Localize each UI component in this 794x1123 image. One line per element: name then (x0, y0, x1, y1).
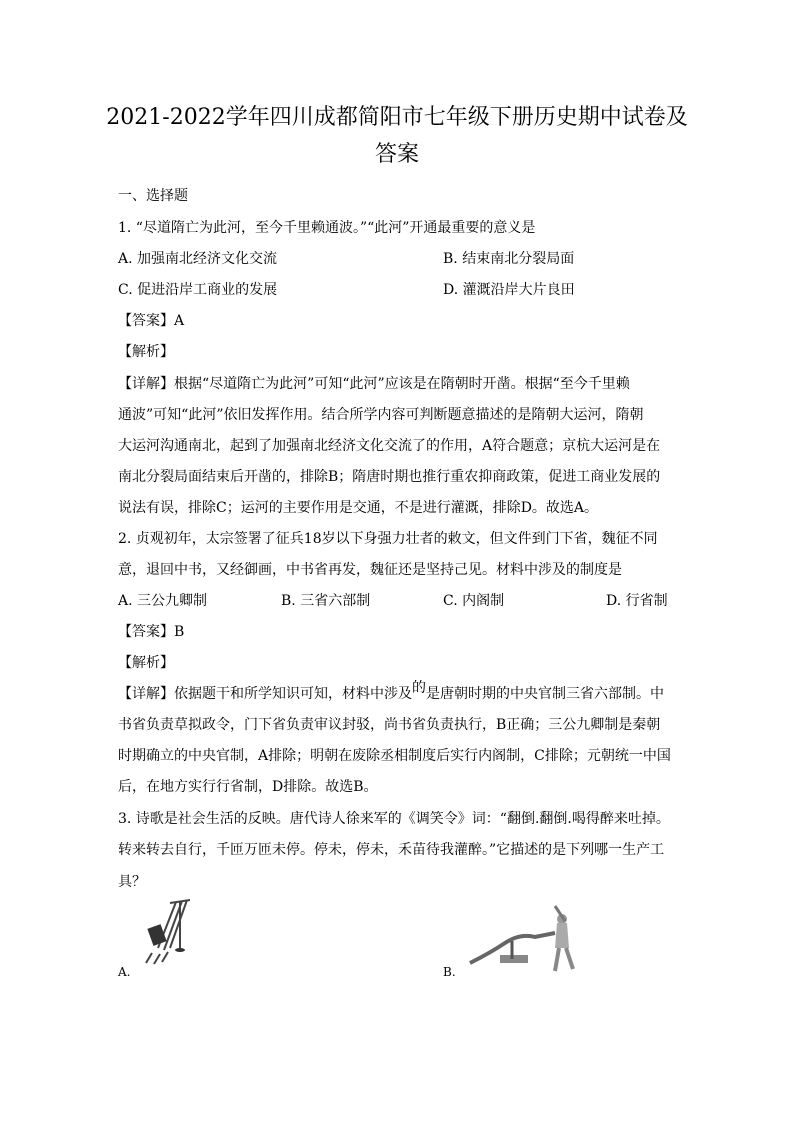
seed-drill-image (140, 898, 210, 968)
q1-analysis-heading: 【解析】 (118, 344, 174, 360)
q1-detail-line: 通波”可知“此河”依旧发挥作用。结合所学内容可判断题意描述的是隋朝大运河，隋朝 (118, 407, 644, 423)
q1-detail-line: 大运河沟通南北，起到了加强南北经济文化交流了的作用，A符合题意；京杭大运河是在 (118, 438, 661, 454)
plough-farmer-image (465, 903, 580, 975)
q1-option-d: D. 灌溉沿岸大片良田 (443, 282, 575, 298)
q3-stem-line: 3. 诗歌是社会生活的反映。唐代诗人徐来军的《调笑令》词：“翻倒.翻倒.喝得醉来吐掉。 (118, 811, 670, 827)
q1-detail-line: 南北分裂局面结束后开凿的，排除B；隋唐时期也推行重农抑商政策，促进工商业发展的 (118, 469, 661, 485)
document-title-line-2: 答案 (374, 142, 419, 167)
q3-stem-line: 转来转去自行，千匝万匝未停。停未，停未，禾苗待我灌醉。”它描述的是下列哪一生产工 (118, 842, 665, 858)
q2-detail-raised-char: 的 (412, 680, 426, 696)
q3-option-b-label: B. (443, 965, 456, 979)
q2-detail-text: 【详解】依据题干和所学知识可知，材料中涉及 (118, 686, 412, 702)
q1-detail-line: 【详解】根据“尽道隋亡为此河”可知“此河”应该是在隋朝时开凿。根据“至今千里赖 (118, 376, 630, 392)
q1-detail-line: 说法有误，排除C；运河的主要作用是交通，不是进行灌溉，排除D。故选A。 (118, 500, 599, 516)
q1-stem: 1. “尽道隋亡为此河，至今千里赖通波。”“此河”开通最重要的意义是 (118, 220, 536, 236)
q2-detail-line: 书省负责草拟政令，门下省负责审议封驳，尚书省负责执行，B正确；三公九卿制是秦朝 (118, 717, 661, 733)
q2-option-a: A. 三公九卿制 (118, 593, 208, 609)
q3-option-a-label: A. (118, 965, 131, 979)
q2-detail-line: 后，在地方实行行省制，D排除。故选B。 (118, 779, 378, 795)
q3-stem-line: 具？ (118, 874, 146, 890)
q2-detail-line (118, 680, 664, 704)
q1-option-a: A. 加强南北经济文化交流 (118, 251, 278, 267)
q2-answer: 【答案】B (118, 624, 185, 640)
document-title-line-1: 2021-2022学年四川成都简阳市七年级下册历史期中试卷及 (106, 105, 688, 130)
q2-analysis-heading: 【解析】 (118, 655, 174, 671)
q1-option-c: C. 促进沿岸工商业的发展 (118, 282, 278, 298)
section-heading: 一、选择题 (118, 188, 188, 204)
q1-option-b: B. 结束南北分裂局面 (443, 251, 575, 267)
q2-option-b: B. 三省六部制 (281, 593, 371, 609)
q2-stem-line: 意，退回中书，又经御画，中书省再发，魏征还是坚持己见。材料中涉及的制度是 (118, 562, 622, 578)
q1-answer: 【答案】A (118, 313, 185, 329)
q2-detail-text: 是唐朝时期的中央官制三省六部制。中 (426, 686, 664, 702)
q2-option-d: D. 行省制 (606, 593, 668, 609)
q2-detail-line: 时期确立的中央官制，A排除；明朝在废除丞相制度后实行内阁制，C排除；元朝统一中国 (118, 748, 671, 764)
q2-option-c: C. 内阁制 (443, 593, 505, 609)
q2-stem-line: 2. 贞观初年，太宗签署了征兵18岁以下身强力壮者的敕文，但文件到门下省，魏征不同 (118, 531, 658, 547)
